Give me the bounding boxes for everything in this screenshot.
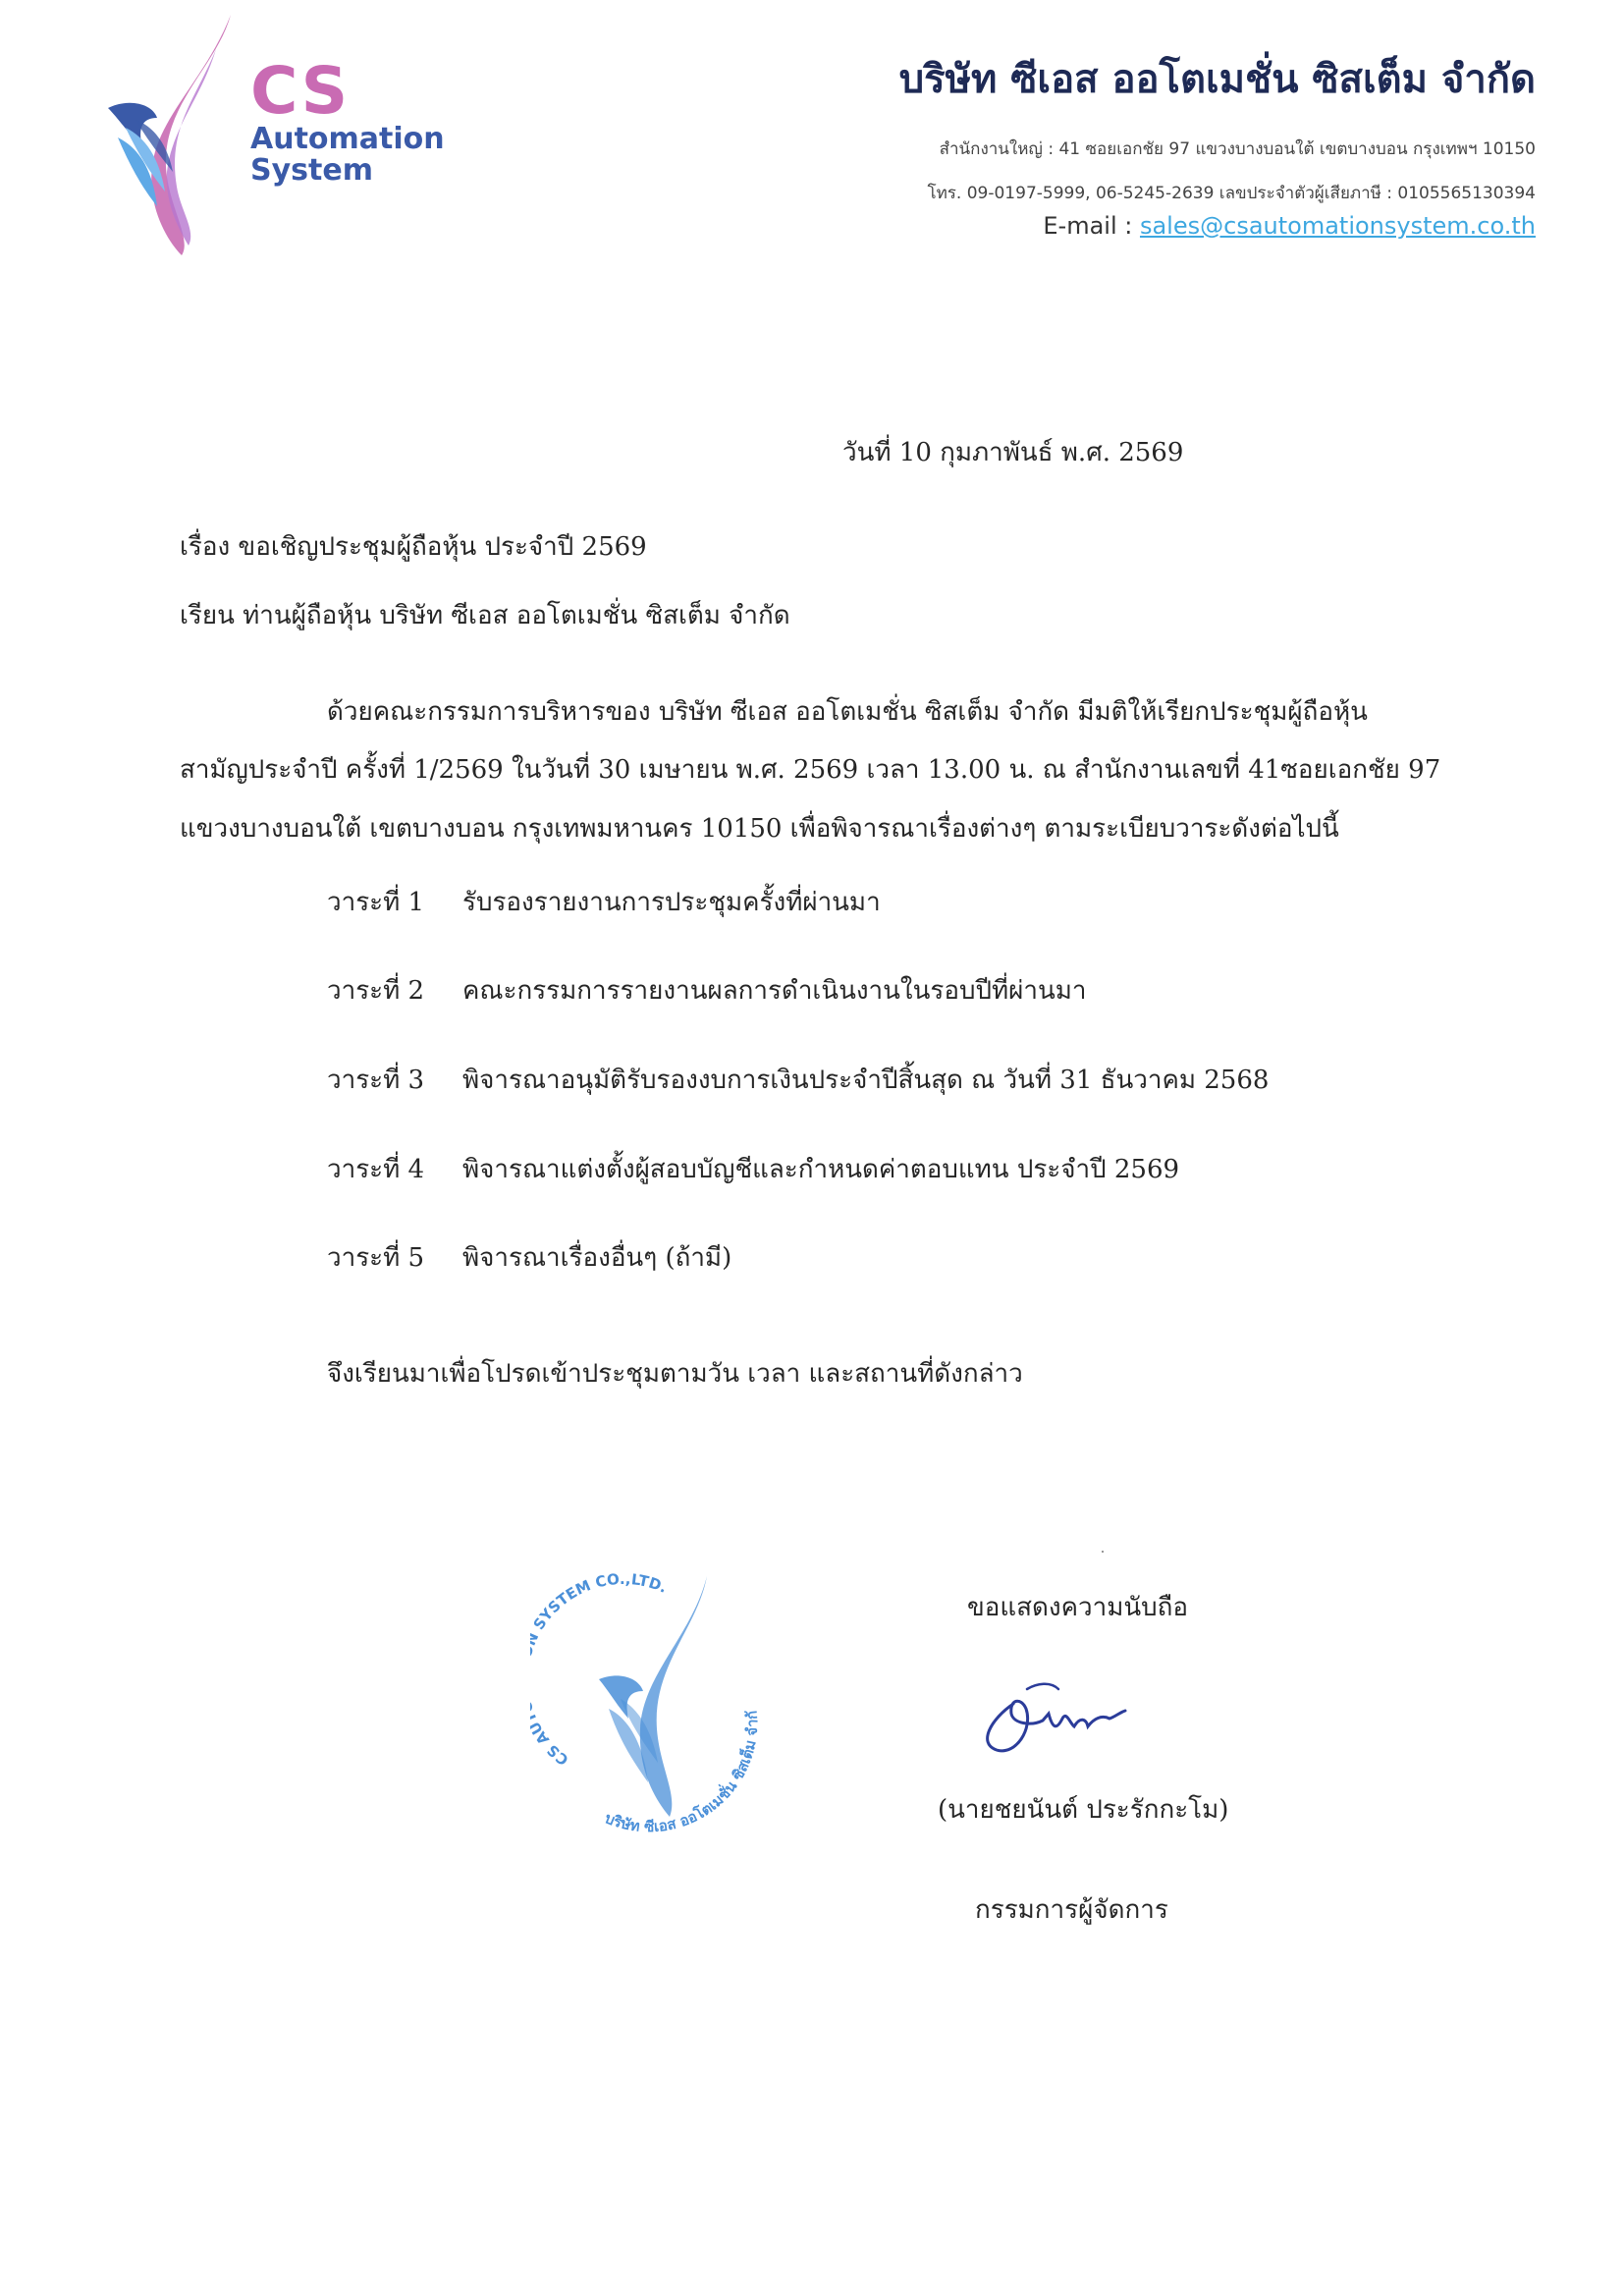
company-tel-tax: โทร. 09-0197-5999, 06-5245-2639 เลขประจำตัวผู้เสียภาษี : 0105565130394	[927, 184, 1536, 203]
svg-text:CS AUTOMATION SYSTEM CO.,LTD.: CS A SYSTEM CO.,LTD.	[530, 1569, 671, 1770]
phoenix-logo-icon	[98, 10, 255, 260]
agenda-item-4	[327, 1149, 1179, 1189]
letter-subject: เรื่อง ขอเชิญประชุมผู้ถือหุ้น ประจำปี 2569	[180, 532, 647, 562]
closing-sentence: จึงเรียนมาเพื่อโปรดเข้าประชุมตามวัน เวลา และสถานที่ดังกล่าว	[327, 1359, 1023, 1389]
company-address: สำนักงานใหญ่ : 41 ซอยเอกชัย 97 แขวงบางบอนใต้ เขตบางบอน กรุงเทพฯ 10150	[939, 139, 1536, 159]
agenda-text: พิจารณาแต่งตั้งผู้สอบบัญชีและกำหนดค่าตอบแทน ประจำปี 2569	[462, 1155, 1180, 1184]
logo-cs-text: CS	[250, 53, 351, 129]
email-label: E-mail :	[1043, 212, 1140, 240]
agenda-item-5	[327, 1237, 731, 1278]
body-line-2: สามัญประจำปี ครั้งที่ 1/2569 ในวันที่ 30 เมษายน พ.ศ. 2569 เวลา 13.00 น. ณ สำนักงานเลขที่ 41ซอยเอกชัย 97	[180, 755, 1441, 785]
agenda-text: รับรองรายงานการประชุมครั้งที่ผ่านมา	[462, 888, 881, 917]
body-line-1: ด้วยคณะกรรมการบริหารของ บริษัท ซีเอส ออโตเมชั่น ซิสเต็ม จำกัด มีมติให้เรียกประชุมผู้ถือหุ้น	[327, 697, 1368, 727]
logo-wordmark	[250, 53, 445, 188]
regards-text: ขอแสดงความนับถือ	[967, 1593, 1188, 1622]
company-seal	[530, 1561, 785, 1846]
signer-name: (นายชยนันต์ ประรักกะโม)	[938, 1795, 1229, 1825]
letter-date: วันที่ 10 กุมภาพันธ์ พ.ศ. 2569	[842, 438, 1184, 467]
agenda-text: พิจารณาอนุมัติรับรองงบการเงินประจำปีสิ้นสุด ณ วันที่ 31 ธันวาคม 2568	[462, 1066, 1270, 1095]
signer-title: กรรมการผู้จัดการ	[975, 1895, 1168, 1925]
agenda-item-2	[327, 970, 1086, 1011]
scan-speck	[1102, 1551, 1104, 1553]
handwritten-signature	[972, 1669, 1168, 1768]
agenda-item-1	[327, 882, 881, 922]
svg-text:บริษัท ซีเอส ออโตเมชั่น ซิสเต็: บริษัท ซีเอส ออโตเมชั่น ซิสเต็ม จำกั	[602, 1710, 762, 1836]
signature-icon	[972, 1669, 1168, 1768]
company-name: บริษัท ซีเอส ออโตเมชั่น ซิสเต็ม จำกัด	[898, 57, 1536, 102]
agenda-label: วาระที่ 2	[327, 976, 425, 1006]
agenda-text: คณะกรรมการรายงานผลการดำเนินงานในรอบปีที่ผ่านมา	[462, 976, 1087, 1006]
email-link[interactable]: sales@csautomationsystem.co.th	[1139, 212, 1536, 240]
agenda-item-3	[327, 1060, 1269, 1100]
agenda-label: วาระที่ 5	[327, 1243, 425, 1273]
seal-stamp-icon	[530, 1561, 785, 1846]
company-email-line	[1043, 212, 1536, 240]
letter-recipient: เรียน ท่านผู้ถือหุ้น บริษัท ซีเอส ออโตเมชั่น ซิสเต็ม จำกัด	[180, 601, 790, 630]
logo-system-text: System	[250, 153, 373, 188]
agenda-text: พิจารณาเรื่องอื่นๆ (ถ้ามี)	[462, 1243, 732, 1273]
agenda-label: วาระที่ 1	[327, 888, 425, 917]
body-line-3: แขวงบางบอนใต้ เขตบางบอน กรุงเทพมหานคร 10150 เพื่อพิจารณาเรื่องต่างๆ ตามระเบียบวาระดังต่อไปนี้	[180, 814, 1339, 844]
company-logo	[98, 10, 491, 260]
logo-automation-text: Automation	[250, 122, 445, 156]
agenda-label: วาระที่ 3	[327, 1066, 425, 1095]
agenda-label: วาระที่ 4	[327, 1155, 425, 1184]
